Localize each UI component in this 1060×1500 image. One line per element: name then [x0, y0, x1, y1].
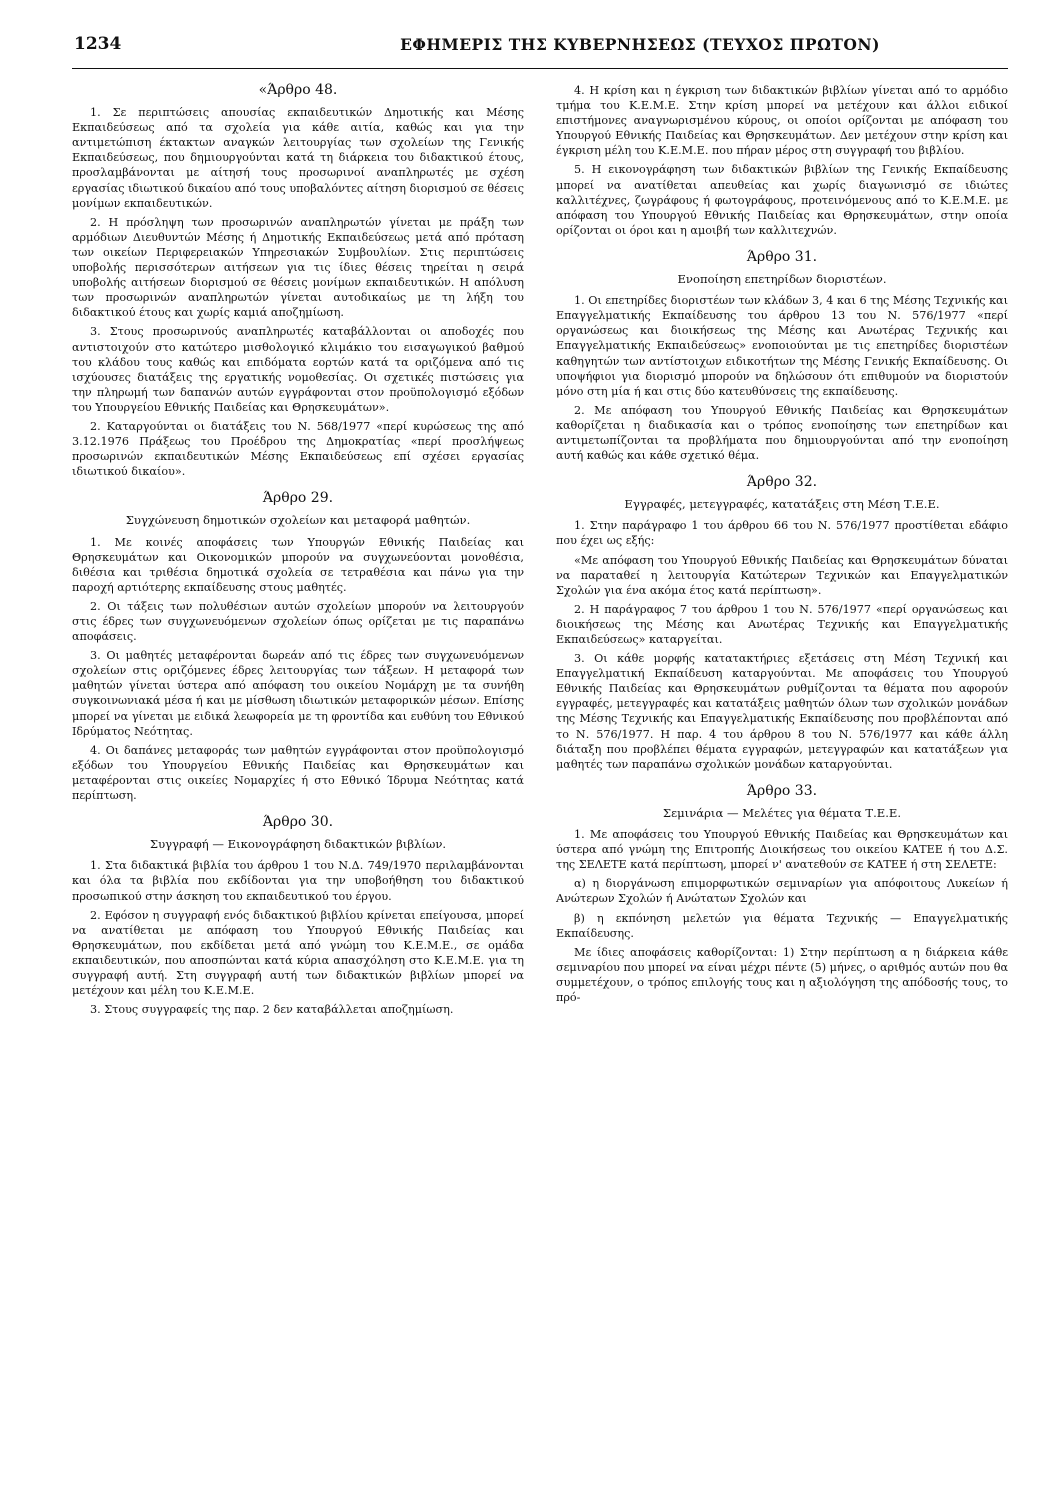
paragraph: 2. Οι τάξεις των πολυθέσιων αυτών σχολείων μπορούν να λειτουργούν στις έδρες των συγχωνευόμενων σχολείων όπως ορίζεται με τις παραπάνω αποφάσεις. [72, 599, 524, 644]
article-29-subtitle: Συγχώνευση δημοτικών σχολείων και μεταφορά μαθητών. [125, 513, 471, 528]
list-item: α) η διοργάνωση επιμορφωτικών σεμιναρίων για απόφοιτους Λυκείων ή Ανώτερων Σχολών ή Ανώτατων Σχολών και [556, 877, 1008, 906]
article-33-title: Άρθρο 33. [746, 782, 818, 799]
right-column [556, 83, 1008, 1021]
article-31-title: Άρθρο 31. [746, 248, 818, 265]
paragraph: 3. Στους συγγραφείς της παρ. 2 δεν καταβάλλεται αποζημίωση. [90, 1003, 454, 1017]
paragraph: 3. Οι κάθε μορφής κατατακτήριες εξετάσεις στη Μέση Τεχνική και Επαγγελματική Εκπαίδευση καταργούνται. Με αποφάσεις του Υπουργού Εθνικής Παιδείας και Θρησκευμάτων ρυθμίζονται τα θέματα που αφορούν εγγραφές, μετεγγραφές και κατατάξεις μαθητών όλων των σχολικών μονάδων της Μέσης Τεχνικής και Επαγγελματικής Εκπαίδευσης που προβλέπονται από το Ν. 576/1977. Η παρ. 4 του άρθρου 8 του Ν. 576/1977 και κάθε άλλη διάταξη που προβλέπει θέματα εγγραφών, μετεγγραφών και κατατάξεων για μαθητές των παραπάνω σχολικών μονάδων καταργούνται. [556, 652, 1008, 771]
article-29-title: Άρθρο 29. [262, 490, 334, 507]
paragraph: 4. Η κρίση και η έγκριση των διδακτικών βιβλίων γίνεται από το αρμόδιο τμήμα του Κ.Ε.Μ.Ε. Στην κρίση μπορεί να μετέχουν και άλλοι ειδικοί επιστήμονες αναγνωρισμένου κύρους, οι οποίοι ορίζονται με απόφαση του Υπουργού Εθνικής Παιδείας και Θρησκευμάτων. Δεν μετέχουν στην κρίση και έγκριση μέλη του Κ.Ε.Μ.Ε. που πήραν μέρος στη συγγραφή του βιβλίου. [556, 84, 1008, 158]
quoted-paragraph: «Με απόφαση του Υπουργού Εθνικής Παιδείας και Θρησκευμάτων δύναται να παραταθεί η λειτουργία Κατώτερων Τεχνικών και Επαγγελματικών Σχολών για ένα ακόμα έτος κατά περίπτωση». [556, 553, 1008, 597]
article-30-subtitle: Συγγραφή — Εικονογράφηση διδακτικών βιβλίων. [149, 837, 447, 852]
article-30-title: Άρθρο 30. [262, 814, 334, 831]
paragraph: 1. Οι επετηρίδες διοριστέων των κλάδων 3, 4 και 6 της Μέσης Τεχνικής και Επαγγελματικής Εκπαίδευσης του άρθρου 13 του Ν. 576/1977 «περί οργανώσεως και διοικήσεως της Μέσης και Ανωτέρας Τεχνικής και Επαγγελματικής Εκπαιδεύσεως» ενοποιούνται με τις επετηρίδες διοριστέων καθηγητών των αντίστοιχων ειδικοτήτων της Μέσης Γενικής Εκπαίδευσης. Οι υποψήφιοι για διορισμό μπορούν να δηλώσουν ότι επιθυμούν να διοριστούν μόνο στη μία ή και στις δύο κατευθύνσεις της εκπαίδευσης. [556, 294, 1008, 398]
paragraph: 3. Οι μαθητές μεταφέρονται δωρεάν από τις έδρες των συγχωνευόμενων σχολείων στις οριζόμενες έδρες λειτουργίας των τάξεων. Η μεταφορά των μαθητών γίνεται ύστερα από απόφαση του οικείου Νομάρχη με τα συνήθη συγκοινωνιακά μέσα ή και με μίσθωση ιδιωτικών μεταφορικών μέσων. Επίσης μπορεί να γίνεται με ειδικά λεωφορεία με τη φροντίδα και ευθύνη του Εθνικού Ιδρύματος Νεότητας. [72, 649, 524, 738]
article-48-title: «Άρθρο 48. [258, 82, 338, 98]
list-item: β) η εκπόνηση μελετών για θέματα Τεχνικής — Επαγγελματικής Εκπαίδευσης. [556, 911, 1008, 940]
paragraph: 2. Εφόσον η συγγραφή ενός διδακτικού βιβλίου κρίνεται επείγουσα, μπορεί να ανατίθεται με απόφαση του Υπουργού Εθνικής Παιδείας και Θρησκευμάτων, που εκδίδεται μετά από γνώμη του Κ.Ε.Μ.Ε., σε ομάδα εκπαιδευτικών, που αποσπώνται κατά κύρια απασχόληση στο Κ.Ε.Μ.Ε. για τη συγγραφή αυτή. Στη συγγραφή αυτή των διδακτικών βιβλίων μπορεί να μετέχουν και μέλη του Κ.Ε.Μ.Ε. [72, 908, 524, 998]
left-column [72, 83, 524, 1021]
page-header [72, 28, 1008, 69]
paragraph: 1. Με αποφάσεις του Υπουργού Εθνικής Παιδείας και Θρησκευμάτων και ύστερα από γνώμη της Επιτροπής Διοικήσεως του οικείου ΚΑΤΕΕ ή του Δ.Σ. της ΣΕΛΕΤΕ κατά περίπτωση, μπορεί ν' ανατεθούν σε ΚΑΤΕΕ ή στη ΣΕΛΕΤΕ: [556, 828, 1008, 872]
paragraph: 5. Η εικονογράφηση των διδακτικών βιβλίων της Γενικής Εκπαίδευσης μπορεί να ανατίθεται απευθείας και χωρίς διαγωνισμό σε ιδιώτες καλλιτέχνες, ζωγράφους ή φωτογράφους, προτεινόμενους από το Κ.Ε.Μ.Ε. με απόφαση του Υπουργού Εθνικής Παιδείας και Θρησκευμάτων, στην οποία ορίζονται οι όροι και η αμοιβή των καλλιτεχνών. [556, 163, 1008, 237]
text-columns [72, 83, 1008, 1021]
paragraph: 2. Με απόφαση του Υπουργού Εθνικής Παιδείας και Θρησκευμάτων καθορίζεται η διαδικασία και ο τρόπος ενοποίησης των επετηρίδων και αντιμετωπίζονται τα προβλήματα που δημιουργούνται από την ενοποίηση αυτή καθώς και κάθε σχετικό θέμα. [556, 403, 1008, 463]
paragraph: 3. Στους προσωρινούς αναπληρωτές καταβάλλονται οι αποδοχές που αντιστοιχούν στο κατώτερο μισθολογικό κλιμάκιο του εισαγωγικού βαθμού του κλάδου τους καθώς και επιδόματα εορτών κατά τα οριζόμενα από τις ισχύουσες διατάξεις της εργατικής νομοθεσίας. Οι σχετικές πιστώσεις για την πληρωμή των δαπανών αυτών εγγράφονται στον προϋπολογισμό εξόδων του Υπουργείου Εθνικής Παιδείας και Θρησκευμάτων». [72, 325, 524, 414]
paragraph: 4. Οι δαπάνες μεταφοράς των μαθητών εγγράφονται στον προϋπολογισμό εξόδων του Υπουργείου Εθνικής Παιδείας και Θρησκευμάτων και μεταφέρονται στις οικείες Νομαρχίες ή στο Εθνικό Ίδρυμα Νεότητας κατά περίπτωση. [72, 743, 524, 803]
paragraph: 1. Στην παράγραφο 1 του άρθρου 66 του Ν. 576/1977 προστίθεται εδάφιο που έχει ως εξής: [556, 519, 1008, 548]
article-31-subtitle: Ενοποίηση επετηρίδων διοριστέων. [677, 272, 887, 287]
gazette-title: ΕΦΗΜΕΡΙΣ ΤΗΣ ΚΥΒΕΡΝΗΣΕΩΣ (ΤΕΥΧΟΣ ΠΡΩΤΟΝ) [400, 35, 880, 54]
paragraph: 2. Η πρόσληψη των προσωρινών αναπληρωτών γίνεται με πράξη των αρμόδιων Διευθυντών Μέσης ή Δημοτικής Εκπαιδεύσεως μετά από πρόταση των οικείων Περιφερειακών Υπηρεσιακών Συμβουλίων. Στις περιπτώσεις υποβολής περισσότερων αιτήσεων για τις ίδιες θέσεις τηρείται η σειρά υποβολής αιτήσεων διορισμού σε θέσεις μονίμων εκπαιδευτικών. Η απόλυση των προσωρινών αναπληρωτών γίνεται αυτοδικαίως με τη λήξη του διδακτικού έτους και χωρίς καμιά αποζημίωση. [72, 215, 524, 320]
article-32-subtitle: Εγγραφές, μετεγγραφές, κατατάξεις στη Μέση Τ.Ε.Ε. [624, 497, 940, 512]
page-number: 1234 [74, 34, 122, 54]
paragraph: Με ίδιες αποφάσεις καθορίζονται: 1) Στην περίπτωση α η διάρκεια κάθε σεμιναρίου που μπορεί να είναι μέχρι πέντε (5) μήνες, ο αριθμός αυτών που θα συμμετέχουν, ο τρόπος επιλογής τους και η αξιολόγηση της απόδοσής τους, το πρό- [556, 945, 1008, 1004]
paragraph: 2. Η παράγραφος 7 του άρθρου 1 του Ν. 576/1977 «περί οργανώσεως και διοικήσεως της Μέσης και Ανωτέρας Τεχνικής και Επαγγελματικής Εκπαιδεύσεως» καταργείται. [556, 602, 1008, 646]
article-32-title: Άρθρο 32. [746, 474, 818, 491]
paragraph: 1. Με κοινές αποφάσεις των Υπουργών Εθνικής Παιδείας και Θρησκευμάτων και Οικονομικών μπορούν να συγχωνεύονται μονοθέσια, διθέσια και τριθέσια δημοτικά σχολεία σε τετραθέσια και πάνω για την παροχή αρτιότερης εκπαίδευσης στους μαθητές. [72, 535, 524, 594]
paragraph: 1. Σε περιπτώσεις απουσίας εκπαιδευτικών Δημοτικής και Μέσης Εκπαιδεύσεως από τα σχολεία για κάθε αιτία, καθώς και για την αντιμετώπιση έκτακτων αναγκών λειτουργίας των σχολείων της Γενικής Εκπαιδεύσεως, που δημιουργούνται κατά τη διάρκεια του διδακτικού έτους, προσλαμβάνονται με αίτησή τους προσωρινοί αναπληρωτές με σχέση εργασίας ιδιωτικού δικαίου από τους υποβαλόντες αίτηση διορισμού σε θέσεις μονίμων εκπαιδευτικών. [72, 106, 524, 210]
paragraph: 2. Καταργούνται οι διατάξεις του Ν. 568/1977 «περί κυρώσεως της από 3.12.1976 Πράξεως του Προέδρου της Δημοκρατίας «περί προσλήψεως προσωρινών εκπαιδευτικών Μέσης Εκπαιδεύσεως επί σχέσει εργασίας ιδιωτικού δικαίου». [72, 419, 524, 479]
paragraph: 1. Στα διδακτικά βιβλία του άρθρου 1 του Ν.Δ. 749/1970 περιλαμβάνονται και όλα τα βιβλία που εκδίδονται για την υποβοήθηση του διδακτικού προσωπικού στην άσκηση του εκπαιδευτικού του έργου. [72, 859, 524, 903]
article-33-subtitle: Σεμινάρια — Μελέτες για θέματα Τ.Ε.Ε. [662, 805, 902, 820]
